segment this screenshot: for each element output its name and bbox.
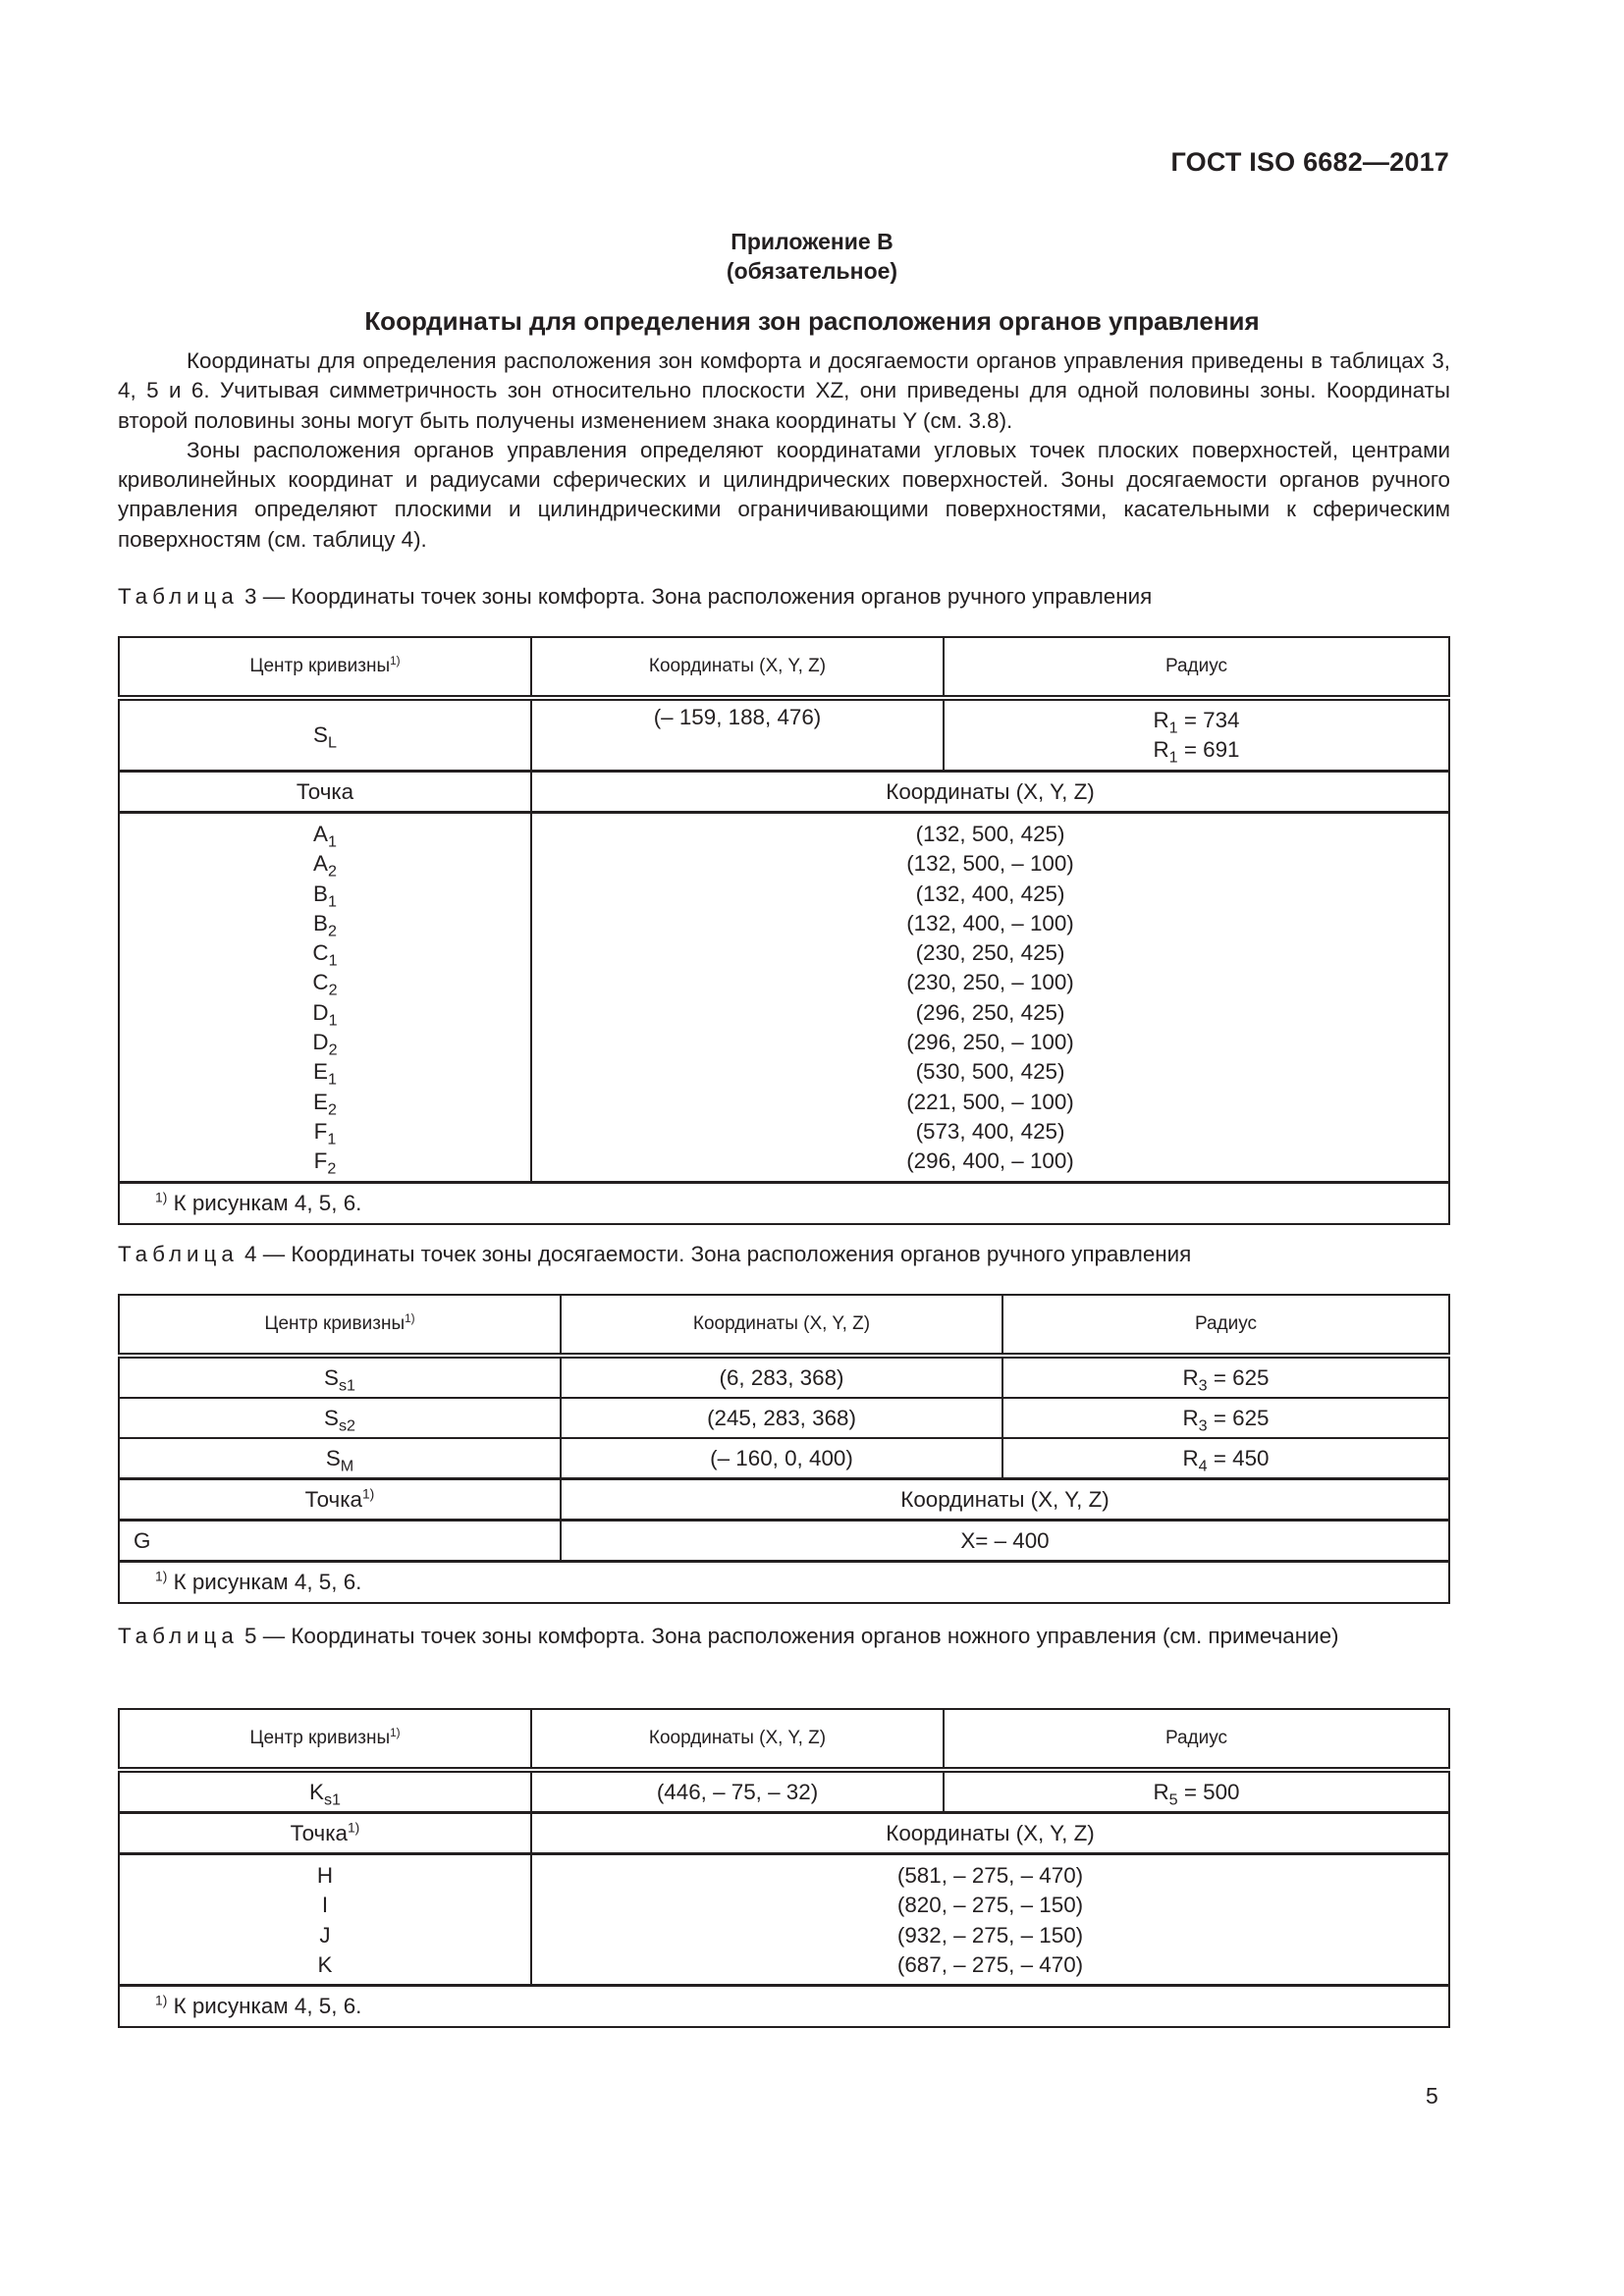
appendix-status: (обязательное): [726, 258, 898, 284]
table-5: [118, 1708, 1450, 2028]
table-4: [118, 1294, 1450, 1604]
table-footnote: $^{1)}$ К рисункам 4, 5, 6.: [119, 1986, 1449, 2028]
caption-text: — Координаты точек зоны досягаемости. Зона расположения органов ручного управления: [262, 1242, 1192, 1266]
header-point: Точка$^{1)}$: [119, 1813, 531, 1854]
caption-number: 5: [244, 1624, 257, 1648]
table-header-row: [119, 1709, 1449, 1770]
point-coords: X= – 400: [561, 1521, 1449, 1562]
paragraph: Координаты для определения расположения зон комфорта и досягаемости органов управления приведены в таблицах 3, 4, 5 и 6. Учитывая симметричность зон относительно плоскости XZ, они приведены для одной половины зоны. Координаты второй половины зоны могут быть получены изменением знака координаты Y (см. 3.8).: [118, 348, 1450, 433]
header-radius: Радиус: [944, 637, 1449, 698]
center-radius: $R_4 = 450$: [1002, 1438, 1449, 1479]
center-name: $S_M$: [119, 1438, 561, 1479]
header-point: Точка: [119, 772, 531, 813]
caption-number: 3: [244, 584, 257, 609]
header-point: Точка$^{1)}$: [119, 1479, 561, 1521]
header-center: Центр кривизны$^{1)}$: [119, 1709, 531, 1770]
table-header-row: [119, 1295, 1449, 1356]
header-point-coords: Координаты (X, Y, Z): [561, 1479, 1449, 1521]
header-center: Центр кривизны$^{1)}$: [119, 1295, 561, 1356]
header-radius: Радиус: [944, 1709, 1449, 1770]
header-coords: Координаты (X, Y, Z): [531, 637, 944, 698]
center-coords: (446, – 75, – 32): [531, 1770, 944, 1813]
table-row: [119, 1438, 1449, 1479]
points-row: [119, 813, 1449, 1183]
points-row: [119, 1521, 1449, 1562]
table-footnote: $^{1)}$ К рисункам 4, 5, 6.: [119, 1182, 1449, 1224]
page-number: 5: [1426, 2083, 1438, 2109]
header-point-coords: Координаты (X, Y, Z): [531, 1813, 1449, 1854]
appendix-title: Приложение В: [731, 229, 893, 254]
point-names: $A_1$ $A_2$ $B_1$ $B_2$ $C_1$ $C_2$ $D_1$ $D_2$ $E_1$ $E_2$ $F_1$ $F_2$: [119, 813, 531, 1183]
caption-prefix: Таблица: [118, 584, 239, 609]
center-name: $S_{s1}$: [119, 1356, 561, 1398]
points-row: [119, 1854, 1449, 1986]
section-title: Координаты для определения зон расположения органов управления: [364, 306, 1260, 336]
point-coords: (581, – 275, – 470) (820, – 275, – 150) (932, – 275, – 150) (687, – 275, – 470): [531, 1854, 1449, 1986]
table-3: [118, 636, 1450, 1225]
header-center: Центр кривизны$^{1)}$: [119, 637, 531, 698]
center-radius: $R_5 = 500$: [944, 1770, 1449, 1813]
point-header-row: [119, 1479, 1449, 1521]
table-4-caption: [118, 1240, 1450, 1269]
caption-prefix: Таблица: [118, 1242, 239, 1266]
document-standard-header: ГОСТ ISO 6682—2017: [1170, 147, 1449, 177]
point-names: H I J K: [119, 1854, 531, 1986]
center-coords: (– 160, 0, 400): [561, 1438, 1002, 1479]
header-coords: Координаты (X, Y, Z): [531, 1709, 944, 1770]
header-radius: Радиус: [1002, 1295, 1449, 1356]
caption-number: 4: [244, 1242, 257, 1266]
center-coords: (6, 283, 368): [561, 1356, 1002, 1398]
table-header-row: [119, 637, 1449, 698]
table-footnote: $^{1)}$ К рисункам 4, 5, 6.: [119, 1562, 1449, 1604]
center-radius: $R_1 = 734$ $R_1 = 691$: [944, 698, 1449, 772]
body-text: [118, 347, 1450, 555]
center-coords: (245, 283, 368): [561, 1398, 1002, 1438]
point-coords: (132, 500, 425) (132, 500, – 100) (132, 400, 425) (132, 400, – 100) (230, 250, 425) (230, 250, – 100) (296, 250, 425) (296, 250, – 100) (530, 500, 425) (221, 500, – 100) (573, 400, 425) (296, 400, – 100): [531, 813, 1449, 1183]
table-3-caption: [118, 582, 1450, 612]
caption-prefix: Таблица: [118, 1624, 239, 1648]
header-point-coords: Координаты (X, Y, Z): [531, 772, 1449, 813]
center-coords: (– 159, 188, 476): [531, 698, 944, 772]
paragraph: Зоны расположения органов управления определяют координатами угловых точек плоских поверхностей, центрами криволинейных координат и радиусами сферических и цилиндрических поверхностей. Зоны досягаемости органов ручного управления определяют плоскими и цилиндрическими ограничивающими поверхностями, касательными к сферическим поверхностям (см. таблицу 4).: [118, 437, 1450, 552]
point-name: G: [119, 1521, 561, 1562]
table-5-caption: [118, 1622, 1450, 1651]
table-footnote-row: [119, 1562, 1449, 1604]
center-name: $K_{s1}$: [119, 1770, 531, 1813]
center-radius: $R_3 = 625$: [1002, 1356, 1449, 1398]
table-row: [119, 1770, 1449, 1813]
center-name: $S_L$: [119, 698, 531, 772]
table-row: [119, 1398, 1449, 1438]
point-header-row: [119, 772, 1449, 813]
caption-text: — Координаты точек зоны комфорта. Зона расположения органов ручного управления: [262, 584, 1153, 609]
point-header-row: [119, 1813, 1449, 1854]
header-coords: Координаты (X, Y, Z): [561, 1295, 1002, 1356]
caption-text: — Координаты точек зоны комфорта. Зона расположения органов ножного управления (см. примечание): [262, 1624, 1339, 1648]
table-footnote-row: [119, 1986, 1449, 2028]
table-row: [119, 1356, 1449, 1398]
table-footnote-row: [119, 1182, 1449, 1224]
table-row: [119, 698, 1449, 772]
center-radius: $R_3 = 625$: [1002, 1398, 1449, 1438]
center-name: $S_{s2}$: [119, 1398, 561, 1438]
